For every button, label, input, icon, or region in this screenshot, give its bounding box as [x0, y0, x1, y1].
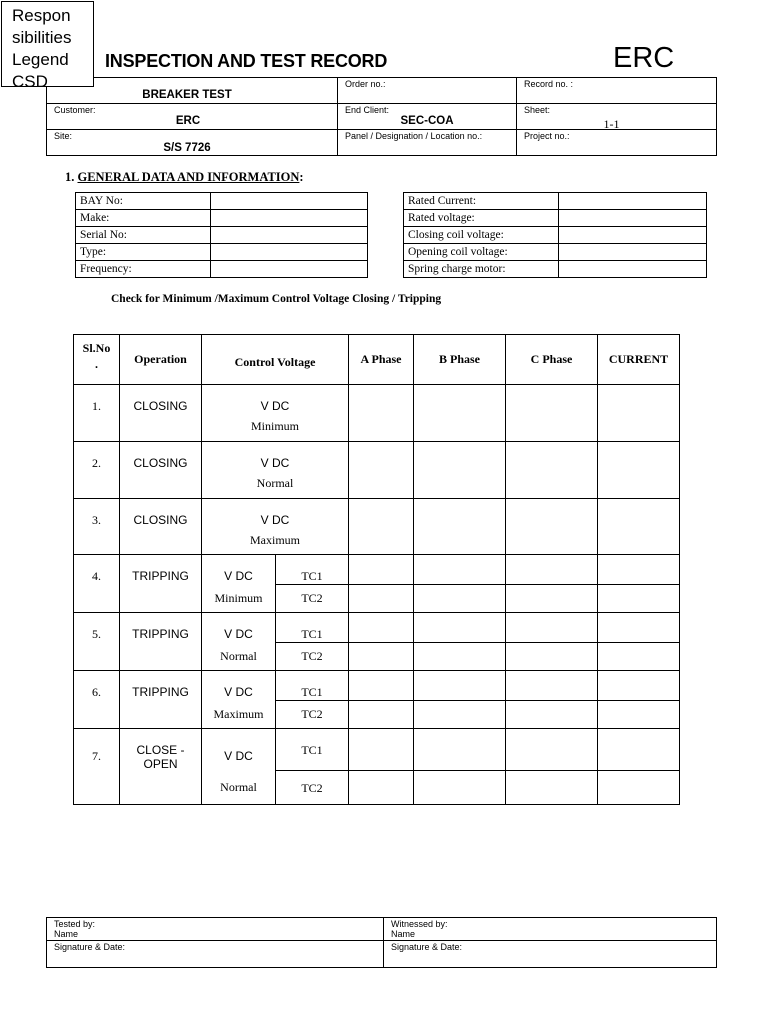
- tested-by-name-label: Name: [54, 929, 79, 939]
- current-cell[interactable]: [598, 385, 680, 442]
- c-phase-cell[interactable]: [506, 585, 598, 613]
- current-cell[interactable]: [598, 701, 680, 729]
- sheet-value: 1-1: [603, 117, 620, 131]
- header-slno: Sl.No .: [74, 335, 120, 385]
- current-cell[interactable]: [598, 771, 680, 805]
- general-row: [404, 261, 707, 278]
- trip-coil-1-label: TC1: [276, 729, 349, 771]
- b-phase-cell[interactable]: [414, 643, 506, 671]
- current-cell[interactable]: [598, 442, 680, 499]
- sheet-label: Sheet:: [524, 105, 551, 115]
- vdc-label: V DC: [224, 685, 253, 699]
- witnessed-by-cell[interactable]: [384, 918, 717, 941]
- b-phase-cell[interactable]: [414, 729, 506, 771]
- panel-designation-cell: [338, 130, 517, 156]
- general-row: [76, 261, 368, 278]
- check-title: Check for Minimum /Maximum Control Voltage Closing / Tripping: [111, 293, 442, 305]
- current-cell[interactable]: [598, 613, 680, 643]
- order-no-label: Order no.:: [345, 79, 386, 89]
- vdc-label: V DC: [260, 399, 290, 413]
- a-phase-cell[interactable]: [349, 671, 414, 701]
- a-phase-cell[interactable]: [349, 729, 414, 771]
- row-number: 3.: [74, 499, 120, 555]
- field-label: Type:: [76, 244, 211, 261]
- general-row: [76, 193, 368, 210]
- sheet-cell: [517, 104, 717, 130]
- c-phase-cell[interactable]: [506, 771, 598, 805]
- legend-line: sibilities: [12, 28, 72, 47]
- tested-by-label: Tested by:: [54, 919, 96, 929]
- current-cell[interactable]: [598, 643, 680, 671]
- tested-signature-cell[interactable]: [47, 941, 384, 968]
- general-row: [404, 193, 707, 210]
- voltage-level: Maximum: [213, 707, 264, 721]
- voltage-level: Minimum: [214, 591, 263, 605]
- current-cell[interactable]: [598, 585, 680, 613]
- legend-line: CSD: [12, 72, 48, 87]
- trip-coil-1-label: TC1: [276, 613, 349, 643]
- general-data-right-table: [403, 192, 707, 278]
- row-number: 4.: [74, 555, 120, 613]
- control-voltage-cell: [202, 499, 349, 555]
- operation-cell: TRIPPING: [120, 555, 202, 613]
- row-number: 7.: [74, 729, 120, 805]
- current-cell[interactable]: [598, 499, 680, 555]
- b-phase-cell[interactable]: [414, 555, 506, 585]
- section-number: 1.: [65, 170, 75, 184]
- general-row: [404, 244, 707, 261]
- vdc-label: V DC: [260, 456, 290, 470]
- header-a-phase: A Phase: [349, 335, 414, 385]
- operation-line: CLOSE -: [136, 743, 185, 757]
- control-voltage-cell: [202, 613, 276, 671]
- operation-cell: CLOSING: [120, 442, 202, 499]
- row-number: 6.: [74, 671, 120, 729]
- b-phase-cell[interactable]: [414, 585, 506, 613]
- row-number: 1.: [74, 385, 120, 442]
- order-no-cell: [338, 78, 517, 104]
- b-phase-cell[interactable]: [414, 613, 506, 643]
- voltage-level: Normal: [220, 780, 257, 794]
- control-voltage-cell: [202, 555, 276, 613]
- header-control-voltage: Control Voltage: [202, 335, 349, 385]
- trip-coil-1-label: TC1: [276, 671, 349, 701]
- field-value[interactable]: [211, 227, 368, 244]
- vdc-label: V DC: [224, 569, 253, 583]
- voltage-level: Normal: [220, 649, 257, 663]
- end-client-label: End Client:: [345, 105, 390, 115]
- voltage-level: Minimum: [251, 419, 300, 433]
- voltage-level: Normal: [256, 476, 294, 490]
- vdc-label: V DC: [260, 513, 290, 527]
- section-title: GENERAL DATA AND INFORMATION: [77, 170, 300, 184]
- field-value[interactable]: [559, 193, 707, 210]
- field-value[interactable]: [211, 193, 368, 210]
- table-row: [74, 555, 680, 585]
- project-no-cell: [517, 130, 717, 156]
- table-row: [74, 613, 680, 643]
- b-phase-cell[interactable]: [414, 499, 506, 555]
- b-phase-cell[interactable]: [414, 701, 506, 729]
- operation-line: OPEN: [143, 757, 178, 771]
- b-phase-cell[interactable]: [414, 771, 506, 805]
- operation-cell: TRIPPING: [120, 613, 202, 671]
- vdc-label: V DC: [224, 627, 253, 641]
- description-value: BREAKER TEST: [142, 89, 232, 101]
- c-phase-cell[interactable]: [506, 385, 598, 442]
- voltage-level: Maximum: [250, 533, 300, 547]
- table-row: [74, 729, 680, 771]
- field-value[interactable]: [211, 261, 368, 278]
- control-voltage-cell: [202, 385, 349, 442]
- field-value[interactable]: [559, 261, 707, 278]
- c-phase-cell[interactable]: [506, 499, 598, 555]
- brand-logo-text: ERC: [613, 42, 675, 74]
- b-phase-cell[interactable]: [414, 385, 506, 442]
- general-row: [404, 227, 707, 244]
- responsibilities-legend-box: [1, 1, 94, 87]
- record-no-label: Record no. :: [524, 79, 574, 89]
- control-voltage-cell: [202, 442, 349, 499]
- witnessed-by-name-label: Name: [391, 929, 416, 939]
- site-cell: [47, 130, 338, 156]
- section-colon: :: [299, 170, 304, 184]
- end-client-cell: [338, 104, 517, 130]
- operation-cell: CLOSING: [120, 385, 202, 442]
- header-info-table: [46, 77, 717, 156]
- c-phase-cell[interactable]: [506, 701, 598, 729]
- general-row: [404, 210, 707, 227]
- field-value[interactable]: [559, 227, 707, 244]
- field-value[interactable]: [211, 210, 368, 227]
- operation-cell: TRIPPING: [120, 671, 202, 729]
- field-value[interactable]: [211, 244, 368, 261]
- a-phase-cell[interactable]: [349, 555, 414, 585]
- c-phase-cell[interactable]: [506, 729, 598, 771]
- witnessed-signature-label: Signature & Date:: [391, 942, 463, 952]
- field-value[interactable]: [559, 244, 707, 261]
- field-label: Frequency:: [76, 261, 211, 278]
- witnessed-signature-cell[interactable]: [384, 941, 717, 968]
- current-cell[interactable]: [598, 555, 680, 585]
- c-phase-cell[interactable]: [506, 555, 598, 585]
- operation-cell: [120, 729, 202, 805]
- document-title: INSPECTION AND TEST RECORD: [105, 51, 388, 71]
- table-row: [74, 442, 680, 499]
- site-label: Site:: [54, 131, 73, 141]
- a-phase-cell[interactable]: [349, 613, 414, 643]
- field-label: Rated Current:: [404, 193, 559, 210]
- field-label: Opening coil voltage:: [404, 244, 559, 261]
- trip-coil-2-label: TC2: [276, 701, 349, 729]
- row-number: 5.: [74, 613, 120, 671]
- header-operation: Operation: [120, 335, 202, 385]
- general-row: [76, 227, 368, 244]
- customer-value: ERC: [175, 115, 201, 127]
- c-phase-cell[interactable]: [506, 613, 598, 643]
- field-label: BAY No:: [76, 193, 211, 210]
- c-phase-cell[interactable]: [506, 671, 598, 701]
- record-no-cell: [517, 78, 717, 104]
- general-row: [76, 244, 368, 261]
- a-phase-cell[interactable]: [349, 442, 414, 499]
- field-label: Make:: [76, 210, 211, 227]
- table-header-row: [74, 335, 680, 385]
- header-c-phase: C Phase: [506, 335, 598, 385]
- a-phase-cell[interactable]: [349, 585, 414, 613]
- header-b-phase: B Phase: [414, 335, 506, 385]
- witnessed-by-label: Witnessed by:: [391, 919, 448, 929]
- site-value: S/S 7726: [163, 142, 211, 154]
- a-phase-cell[interactable]: [349, 771, 414, 805]
- trip-coil-2-label: TC2: [276, 771, 349, 805]
- a-phase-cell[interactable]: [349, 499, 414, 555]
- panel-designation-label: Panel / Designation / Location no.:: [345, 131, 483, 141]
- legend-line: Legend: [12, 50, 69, 69]
- a-phase-cell[interactable]: [349, 643, 414, 671]
- control-voltage-test-table: [73, 334, 680, 805]
- table-row: [74, 671, 680, 701]
- trip-coil-2-label: TC2: [276, 585, 349, 613]
- field-label: Closing coil voltage:: [404, 227, 559, 244]
- field-label: Serial No:: [76, 227, 211, 244]
- general-row: [76, 210, 368, 227]
- b-phase-cell[interactable]: [414, 442, 506, 499]
- signature-table: [46, 917, 717, 968]
- header-current: CURRENT: [598, 335, 680, 385]
- trip-coil-1-label: TC1: [276, 555, 349, 585]
- field-label: Spring charge motor:: [404, 261, 559, 278]
- b-phase-cell[interactable]: [414, 671, 506, 701]
- general-data-left-table: [75, 192, 368, 278]
- end-client-value: SEC-COA: [400, 115, 454, 127]
- control-voltage-cell: [202, 671, 276, 729]
- control-voltage-cell: [202, 729, 276, 805]
- project-no-label: Project no.:: [524, 131, 570, 141]
- section-heading: [65, 170, 304, 185]
- field-label: Rated voltage:: [404, 210, 559, 227]
- a-phase-cell[interactable]: [349, 385, 414, 442]
- customer-label: Customer:: [54, 105, 96, 115]
- a-phase-cell[interactable]: [349, 701, 414, 729]
- trip-coil-2-label: TC2: [276, 643, 349, 671]
- c-phase-cell[interactable]: [506, 442, 598, 499]
- table-row: [74, 499, 680, 555]
- current-cell[interactable]: [598, 729, 680, 771]
- row-number: 2.: [74, 442, 120, 499]
- operation-cell: CLOSING: [120, 499, 202, 555]
- tested-signature-label: Signature & Date:: [54, 942, 126, 952]
- tested-by-cell[interactable]: [47, 918, 384, 941]
- customer-cell: [47, 104, 338, 130]
- field-value[interactable]: [559, 210, 707, 227]
- table-row: [74, 385, 680, 442]
- c-phase-cell[interactable]: [506, 643, 598, 671]
- current-cell[interactable]: [598, 671, 680, 701]
- legend-line: Respon: [12, 6, 71, 25]
- vdc-label: V DC: [224, 749, 253, 763]
